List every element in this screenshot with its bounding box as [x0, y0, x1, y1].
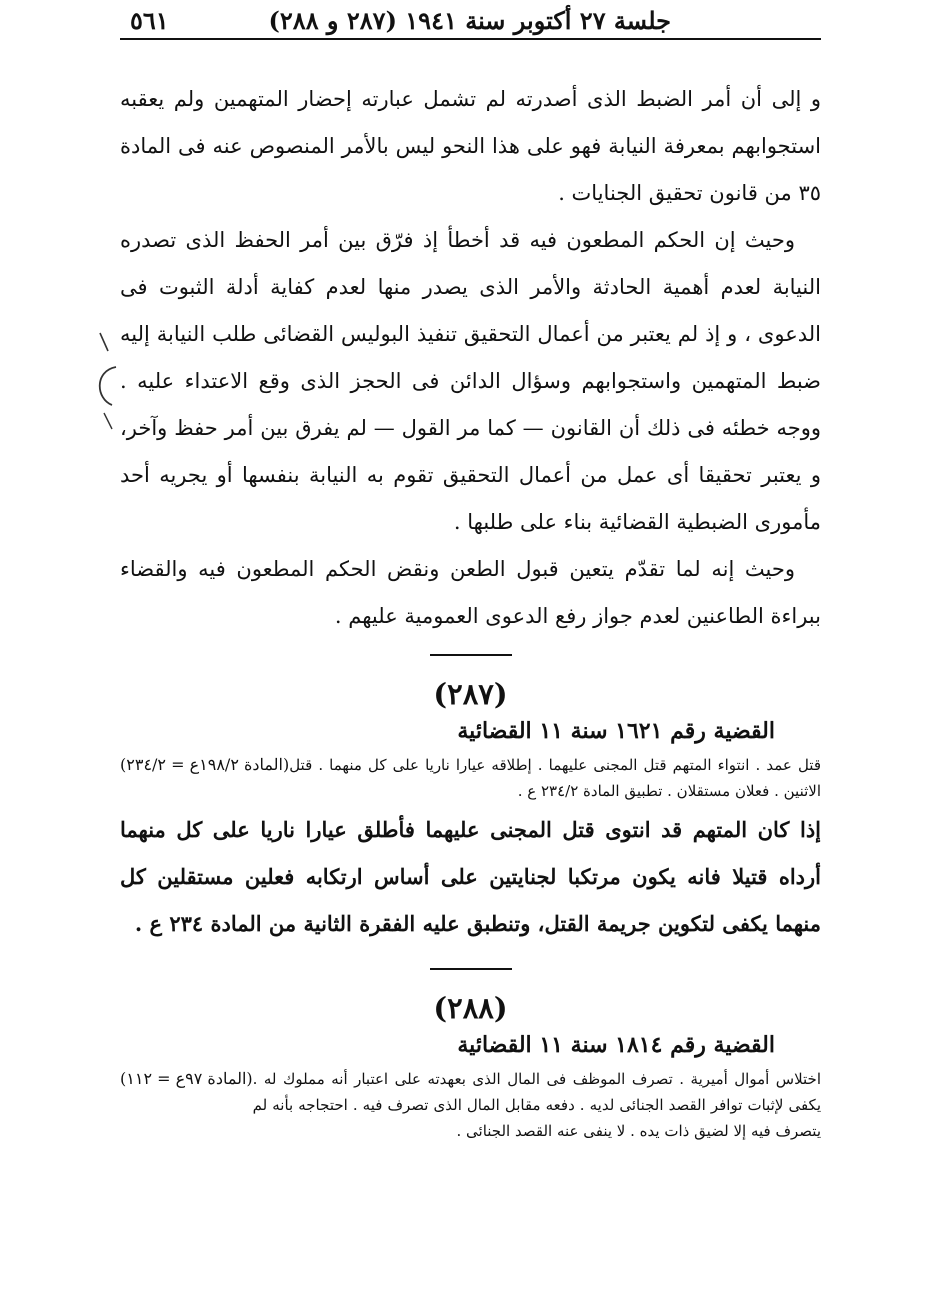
case-288	[120, 988, 821, 1144]
case-summary	[120, 752, 821, 804]
paragraph-error-reasoning: وحيث إن الحكم المطعون فيه قد أخطأ إذ فرّق بين أمر الحفظ الذى تصدره النيابة لعدم أهمية الحادثة والأمر الذى يصدر منها لعدم كفاية أدلة الثبوت فى الدعوى ، و إذ لم يعتبر من أعمال التحقيق تنفيذ البوليس القضائى طلب النيابة إليه ضبط المتهمين واستجوابهم وسؤال الدائن فى الحجز الذى وقع الاعتداء عليه . ووجه خطئه فى ذلك أن القانون — كما مر القول — لم يفرق بين أمر حفظ وآخر، و يعتبر تحقيقا أى عمل من أعمال التحقيق تقوم به النيابة بنفسها أو يجريه أحد مأمورى الضبطية القضائية بناء على طلبها .	[120, 228, 821, 534]
paragraph-continuation: و إلى أن أمر الضبط الذى أصدرته لم تشمل عبارته إحضار المتهمين ولم يعقبه استجوابهم بمعرفة النيابة فهو على هذا النحو ليس بالأمر المنصوص عنه فى المادة ٣٥ من قانون تحقيق الجنايات .	[120, 87, 821, 205]
case-title: القضية رقم ١٨١٤ سنة ١١ القضائية	[457, 1032, 775, 1058]
case-summary	[120, 1066, 821, 1144]
case-287	[120, 674, 821, 947]
case-ruling: إذا كان المتهم قد انتوى قتل المجنى عليهما فأطلق عيارا ناريا على كل منهما أرداه قتيلا فانه يكون مرتكبا لجنايتين على أساس ارتكابه فعلين مستقلين كل منهما يكفى لتكوين جريمة القتل، وتنطبق عليه الفقرة الثانية من المادة ٢٣٤ ع .	[120, 817, 821, 936]
case-summary-text: قتل عمد . انتواء المتهم قتل المجنى عليهما . إطلاقه عيارا ناريا على كل منهما . قتل الاثنين . فعلان مستقلان . تطبيق المادة ٢٣٤/٢ ع .	[289, 756, 821, 800]
page-body	[120, 76, 821, 1144]
document-page	[120, 0, 821, 1299]
case-title: القضية رقم ١٦٢١ سنة ١١ القضائية	[457, 718, 775, 744]
case-article-reference: (المادة ٩٧ع = ١١٢)	[120, 1069, 253, 1088]
section-divider	[430, 654, 512, 656]
page-header	[120, 4, 821, 40]
paragraph-conclusion: وحيث إنه لما تقدّم يتعين قبول الطعن ونقض الحكم المطعون فيه والقضاء ببراءة الطاعنين لعدم جواز رفع الدعوى العمومية عليهم .	[120, 557, 821, 628]
case-number: (٢٨٧)	[433, 677, 508, 711]
handwritten-margin-mark	[86, 325, 126, 435]
case-summary-text: اختلاس أموال أميرية . تصرف الموظف فى المال الذى بعهدته على اعتبار أنه مملوك له . يكفى لإثبات توافر القصد الجنائى لديه . دفعه مقابل المال الذى تصرف فيه . احتجاجه بأنه لم يتصرف فيه إلا لضيق ذات يده . لا ينفى عنه القصد الجنائى .	[252, 1070, 821, 1140]
section-divider	[430, 968, 512, 970]
header-title: جلسة ٢٧ أكتوبر سنة ١٩٤١ (٢٨٧ و ٢٨٨)	[268, 6, 671, 35]
page-number: ٥٦١	[130, 6, 169, 35]
case-number: (٢٨٨)	[433, 991, 508, 1025]
case-article-reference: (المادة ١٩٨/٢ع = ٢٣٤/٢)	[120, 755, 290, 774]
